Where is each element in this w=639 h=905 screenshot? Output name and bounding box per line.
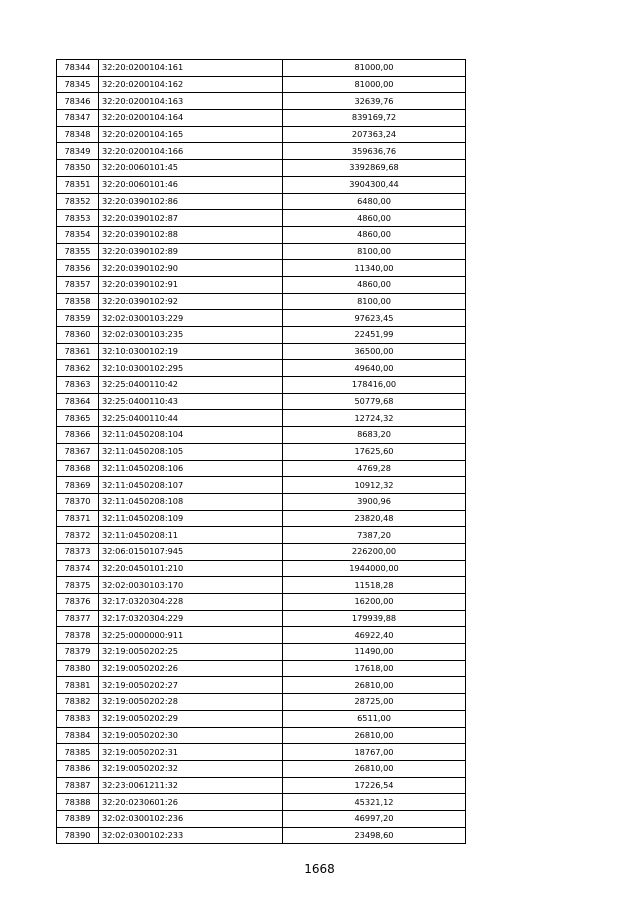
- page-number: 1668: [304, 862, 335, 876]
- table-row: [57, 443, 466, 460]
- row-number-cell: 78388: [57, 794, 99, 811]
- table-row: [57, 243, 466, 260]
- value-cell: 22451,99: [283, 327, 466, 344]
- value-cell: 11490,00: [283, 644, 466, 661]
- value-cell: 4860,00: [283, 226, 466, 243]
- value-cell: 26810,00: [283, 727, 466, 744]
- row-number-cell: 78363: [57, 377, 99, 394]
- row-number-cell: 78389: [57, 810, 99, 827]
- row-number-cell: 78380: [57, 660, 99, 677]
- table-row: [57, 126, 466, 143]
- row-number-cell: 78355: [57, 243, 99, 260]
- cadastral-number-cell: 32:10:0300102:19: [99, 343, 283, 360]
- cadastral-number-cell: 32:20:0200104:163: [99, 93, 283, 110]
- table-row: [57, 60, 466, 77]
- value-cell: 50779,68: [283, 393, 466, 410]
- row-number-cell: 78356: [57, 260, 99, 277]
- value-cell: 23820,48: [283, 510, 466, 527]
- value-cell: 17618,00: [283, 660, 466, 677]
- cadastral-number-cell: 32:11:0450208:11: [99, 527, 283, 544]
- table-row: [57, 427, 466, 444]
- value-cell: 3392869,68: [283, 160, 466, 177]
- table-row: [57, 293, 466, 310]
- row-number-cell: 78382: [57, 694, 99, 711]
- value-cell: 179939,88: [283, 610, 466, 627]
- row-number-cell: 78383: [57, 710, 99, 727]
- table-row: [57, 393, 466, 410]
- table-row: [57, 560, 466, 577]
- value-cell: 12724,32: [283, 410, 466, 427]
- row-number-cell: 78374: [57, 560, 99, 577]
- row-number-cell: 78379: [57, 644, 99, 661]
- table-row: [57, 276, 466, 293]
- table-row: [57, 110, 466, 127]
- cadastral-number-cell: 32:02:0300103:235: [99, 327, 283, 344]
- cadastral-number-cell: 32:11:0450208:105: [99, 443, 283, 460]
- value-cell: 36500,00: [283, 343, 466, 360]
- cadastral-number-cell: 32:25:0400110:44: [99, 410, 283, 427]
- row-number-cell: 78362: [57, 360, 99, 377]
- row-number-cell: 78369: [57, 477, 99, 494]
- cadastral-number-cell: 32:20:0390102:90: [99, 260, 283, 277]
- cadastral-number-cell: 32:20:0200104:164: [99, 110, 283, 127]
- cadastral-number-cell: 32:02:0030103:170: [99, 577, 283, 594]
- cadastral-number-cell: 32:19:0050202:25: [99, 644, 283, 661]
- value-cell: 178416,00: [283, 377, 466, 394]
- row-number-cell: 78373: [57, 543, 99, 560]
- cadastral-number-cell: 32:20:0200104:165: [99, 126, 283, 143]
- value-cell: 16200,00: [283, 594, 466, 611]
- table-row: [57, 160, 466, 177]
- table-row: [57, 510, 466, 527]
- table-row: [57, 744, 466, 761]
- table-row: [57, 360, 466, 377]
- table-row: [57, 310, 466, 327]
- cadastral-number-cell: 32:25:0400110:43: [99, 393, 283, 410]
- value-cell: 359636,76: [283, 143, 466, 160]
- row-number-cell: 78349: [57, 143, 99, 160]
- row-number-cell: 78387: [57, 777, 99, 794]
- value-cell: 32639,76: [283, 93, 466, 110]
- table-row: [57, 794, 466, 811]
- value-cell: 26810,00: [283, 760, 466, 777]
- table-row: [57, 260, 466, 277]
- value-cell: 46922,40: [283, 627, 466, 644]
- value-cell: 11518,28: [283, 577, 466, 594]
- value-cell: 226200,00: [283, 543, 466, 560]
- cadastral-number-cell: 32:19:0050202:29: [99, 710, 283, 727]
- row-number-cell: 78368: [57, 460, 99, 477]
- row-number-cell: 78390: [57, 827, 99, 844]
- table-row: [57, 777, 466, 794]
- table-row: [57, 810, 466, 827]
- value-cell: 81000,00: [283, 60, 466, 77]
- cadastral-number-cell: 32:10:0300102:295: [99, 360, 283, 377]
- cadastral-number-cell: 32:20:0450101:210: [99, 560, 283, 577]
- row-number-cell: 78366: [57, 427, 99, 444]
- row-number-cell: 78385: [57, 744, 99, 761]
- cadastral-number-cell: 32:20:0200104:162: [99, 76, 283, 93]
- cadastral-number-cell: 32:19:0050202:26: [99, 660, 283, 677]
- cadastral-number-cell: 32:20:0200104:161: [99, 60, 283, 77]
- row-number-cell: 78354: [57, 226, 99, 243]
- cadastral-number-cell: 32:11:0450208:109: [99, 510, 283, 527]
- table-row: [57, 410, 466, 427]
- table-row: [57, 594, 466, 611]
- value-cell: 8683,20: [283, 427, 466, 444]
- table-row: [57, 710, 466, 727]
- table-row: [57, 760, 466, 777]
- table-row: [57, 577, 466, 594]
- row-number-cell: 78376: [57, 594, 99, 611]
- row-number-cell: 78346: [57, 93, 99, 110]
- table-row: [57, 543, 466, 560]
- row-number-cell: 78347: [57, 110, 99, 127]
- value-cell: 3904300,44: [283, 176, 466, 193]
- value-cell: 28725,00: [283, 694, 466, 711]
- cadastral-number-cell: 32:20:0060101:46: [99, 176, 283, 193]
- value-cell: 46997,20: [283, 810, 466, 827]
- row-number-cell: 78361: [57, 343, 99, 360]
- row-number-cell: 78384: [57, 727, 99, 744]
- value-cell: 8100,00: [283, 243, 466, 260]
- table-row: [57, 76, 466, 93]
- table-row: [57, 93, 466, 110]
- row-number-cell: 78357: [57, 276, 99, 293]
- row-number-cell: 78381: [57, 677, 99, 694]
- value-cell: 4769,28: [283, 460, 466, 477]
- cadastral-number-cell: 32:19:0050202:28: [99, 694, 283, 711]
- row-number-cell: 78371: [57, 510, 99, 527]
- row-number-cell: 78372: [57, 527, 99, 544]
- value-cell: 10912,32: [283, 477, 466, 494]
- cadastral-number-cell: 32:11:0450208:107: [99, 477, 283, 494]
- value-cell: 49640,00: [283, 360, 466, 377]
- value-cell: 1944000,00: [283, 560, 466, 577]
- row-number-cell: 78367: [57, 443, 99, 460]
- value-cell: 81000,00: [283, 76, 466, 93]
- cadastral-number-cell: 32:02:0300102:233: [99, 827, 283, 844]
- cadastral-number-cell: 32:19:0050202:27: [99, 677, 283, 694]
- row-number-cell: 78358: [57, 293, 99, 310]
- cadastral-number-cell: 32:19:0050202:32: [99, 760, 283, 777]
- cadastral-number-cell: 32:20:0390102:88: [99, 226, 283, 243]
- cadastral-number-cell: 32:06:0150107:945: [99, 543, 283, 560]
- cadastral-number-cell: 32:20:0390102:87: [99, 210, 283, 227]
- cadastral-number-cell: 32:20:0390102:86: [99, 193, 283, 210]
- row-number-cell: 78360: [57, 327, 99, 344]
- table-row: [57, 327, 466, 344]
- data-table: [56, 59, 466, 844]
- table-row: [57, 176, 466, 193]
- value-cell: 207363,24: [283, 126, 466, 143]
- cadastral-number-cell: 32:25:0000000:911: [99, 627, 283, 644]
- value-cell: 17226,54: [283, 777, 466, 794]
- table-row: [57, 610, 466, 627]
- cadastral-number-cell: 32:20:0390102:91: [99, 276, 283, 293]
- value-cell: 26810,00: [283, 677, 466, 694]
- cadastral-number-cell: 32:20:0390102:89: [99, 243, 283, 260]
- cadastral-number-cell: 32:19:0050202:31: [99, 744, 283, 761]
- row-number-cell: 78344: [57, 60, 99, 77]
- value-cell: 17625,60: [283, 443, 466, 460]
- table-row: [57, 210, 466, 227]
- value-cell: 8100,00: [283, 293, 466, 310]
- row-number-cell: 78353: [57, 210, 99, 227]
- table-row: [57, 143, 466, 160]
- table-row: [57, 827, 466, 844]
- cadastral-number-cell: 32:11:0450208:106: [99, 460, 283, 477]
- row-number-cell: 78348: [57, 126, 99, 143]
- value-cell: 11340,00: [283, 260, 466, 277]
- value-cell: 23498,60: [283, 827, 466, 844]
- cadastral-number-cell: 32:17:0320304:229: [99, 610, 283, 627]
- table-row: [57, 193, 466, 210]
- value-cell: 18767,00: [283, 744, 466, 761]
- table-row: [57, 460, 466, 477]
- row-number-cell: 78365: [57, 410, 99, 427]
- table-row: [57, 377, 466, 394]
- cadastral-number-cell: 32:20:0230601:26: [99, 794, 283, 811]
- table-row: [57, 477, 466, 494]
- cadastral-number-cell: 32:17:0320304:228: [99, 594, 283, 611]
- table-row: [57, 660, 466, 677]
- row-number-cell: 78350: [57, 160, 99, 177]
- cadastral-number-cell: 32:23:0061211:32: [99, 777, 283, 794]
- cadastral-number-cell: 32:20:0060101:45: [99, 160, 283, 177]
- cadastral-number-cell: 32:11:0450208:108: [99, 493, 283, 510]
- value-cell: 6511,00: [283, 710, 466, 727]
- table-row: [57, 343, 466, 360]
- row-number-cell: 78352: [57, 193, 99, 210]
- value-cell: 7387,20: [283, 527, 466, 544]
- value-cell: 3900,96: [283, 493, 466, 510]
- value-cell: 45321,12: [283, 794, 466, 811]
- value-cell: 4860,00: [283, 276, 466, 293]
- cadastral-number-cell: 32:19:0050202:30: [99, 727, 283, 744]
- row-number-cell: 78378: [57, 627, 99, 644]
- cadastral-number-cell: 32:20:0390102:92: [99, 293, 283, 310]
- row-number-cell: 78351: [57, 176, 99, 193]
- table-row: [57, 694, 466, 711]
- value-cell: 6480,00: [283, 193, 466, 210]
- table-row: [57, 493, 466, 510]
- cadastral-number-cell: 32:11:0450208:104: [99, 427, 283, 444]
- row-number-cell: 78359: [57, 310, 99, 327]
- cadastral-number-cell: 32:25:0400110:42: [99, 377, 283, 394]
- table-row: [57, 627, 466, 644]
- row-number-cell: 78345: [57, 76, 99, 93]
- row-number-cell: 78375: [57, 577, 99, 594]
- value-cell: 4860,00: [283, 210, 466, 227]
- row-number-cell: 78377: [57, 610, 99, 627]
- row-number-cell: 78386: [57, 760, 99, 777]
- cadastral-number-cell: 32:20:0200104:166: [99, 143, 283, 160]
- table-body: [57, 60, 466, 844]
- row-number-cell: 78370: [57, 493, 99, 510]
- cadastral-number-cell: 32:02:0300102:236: [99, 810, 283, 827]
- value-cell: 839169,72: [283, 110, 466, 127]
- table-row: [57, 644, 466, 661]
- cadastral-number-cell: 32:02:0300103:229: [99, 310, 283, 327]
- table-row: [57, 727, 466, 744]
- table-row: [57, 226, 466, 243]
- value-cell: 97623,45: [283, 310, 466, 327]
- row-number-cell: 78364: [57, 393, 99, 410]
- table-row: [57, 527, 466, 544]
- table-row: [57, 677, 466, 694]
